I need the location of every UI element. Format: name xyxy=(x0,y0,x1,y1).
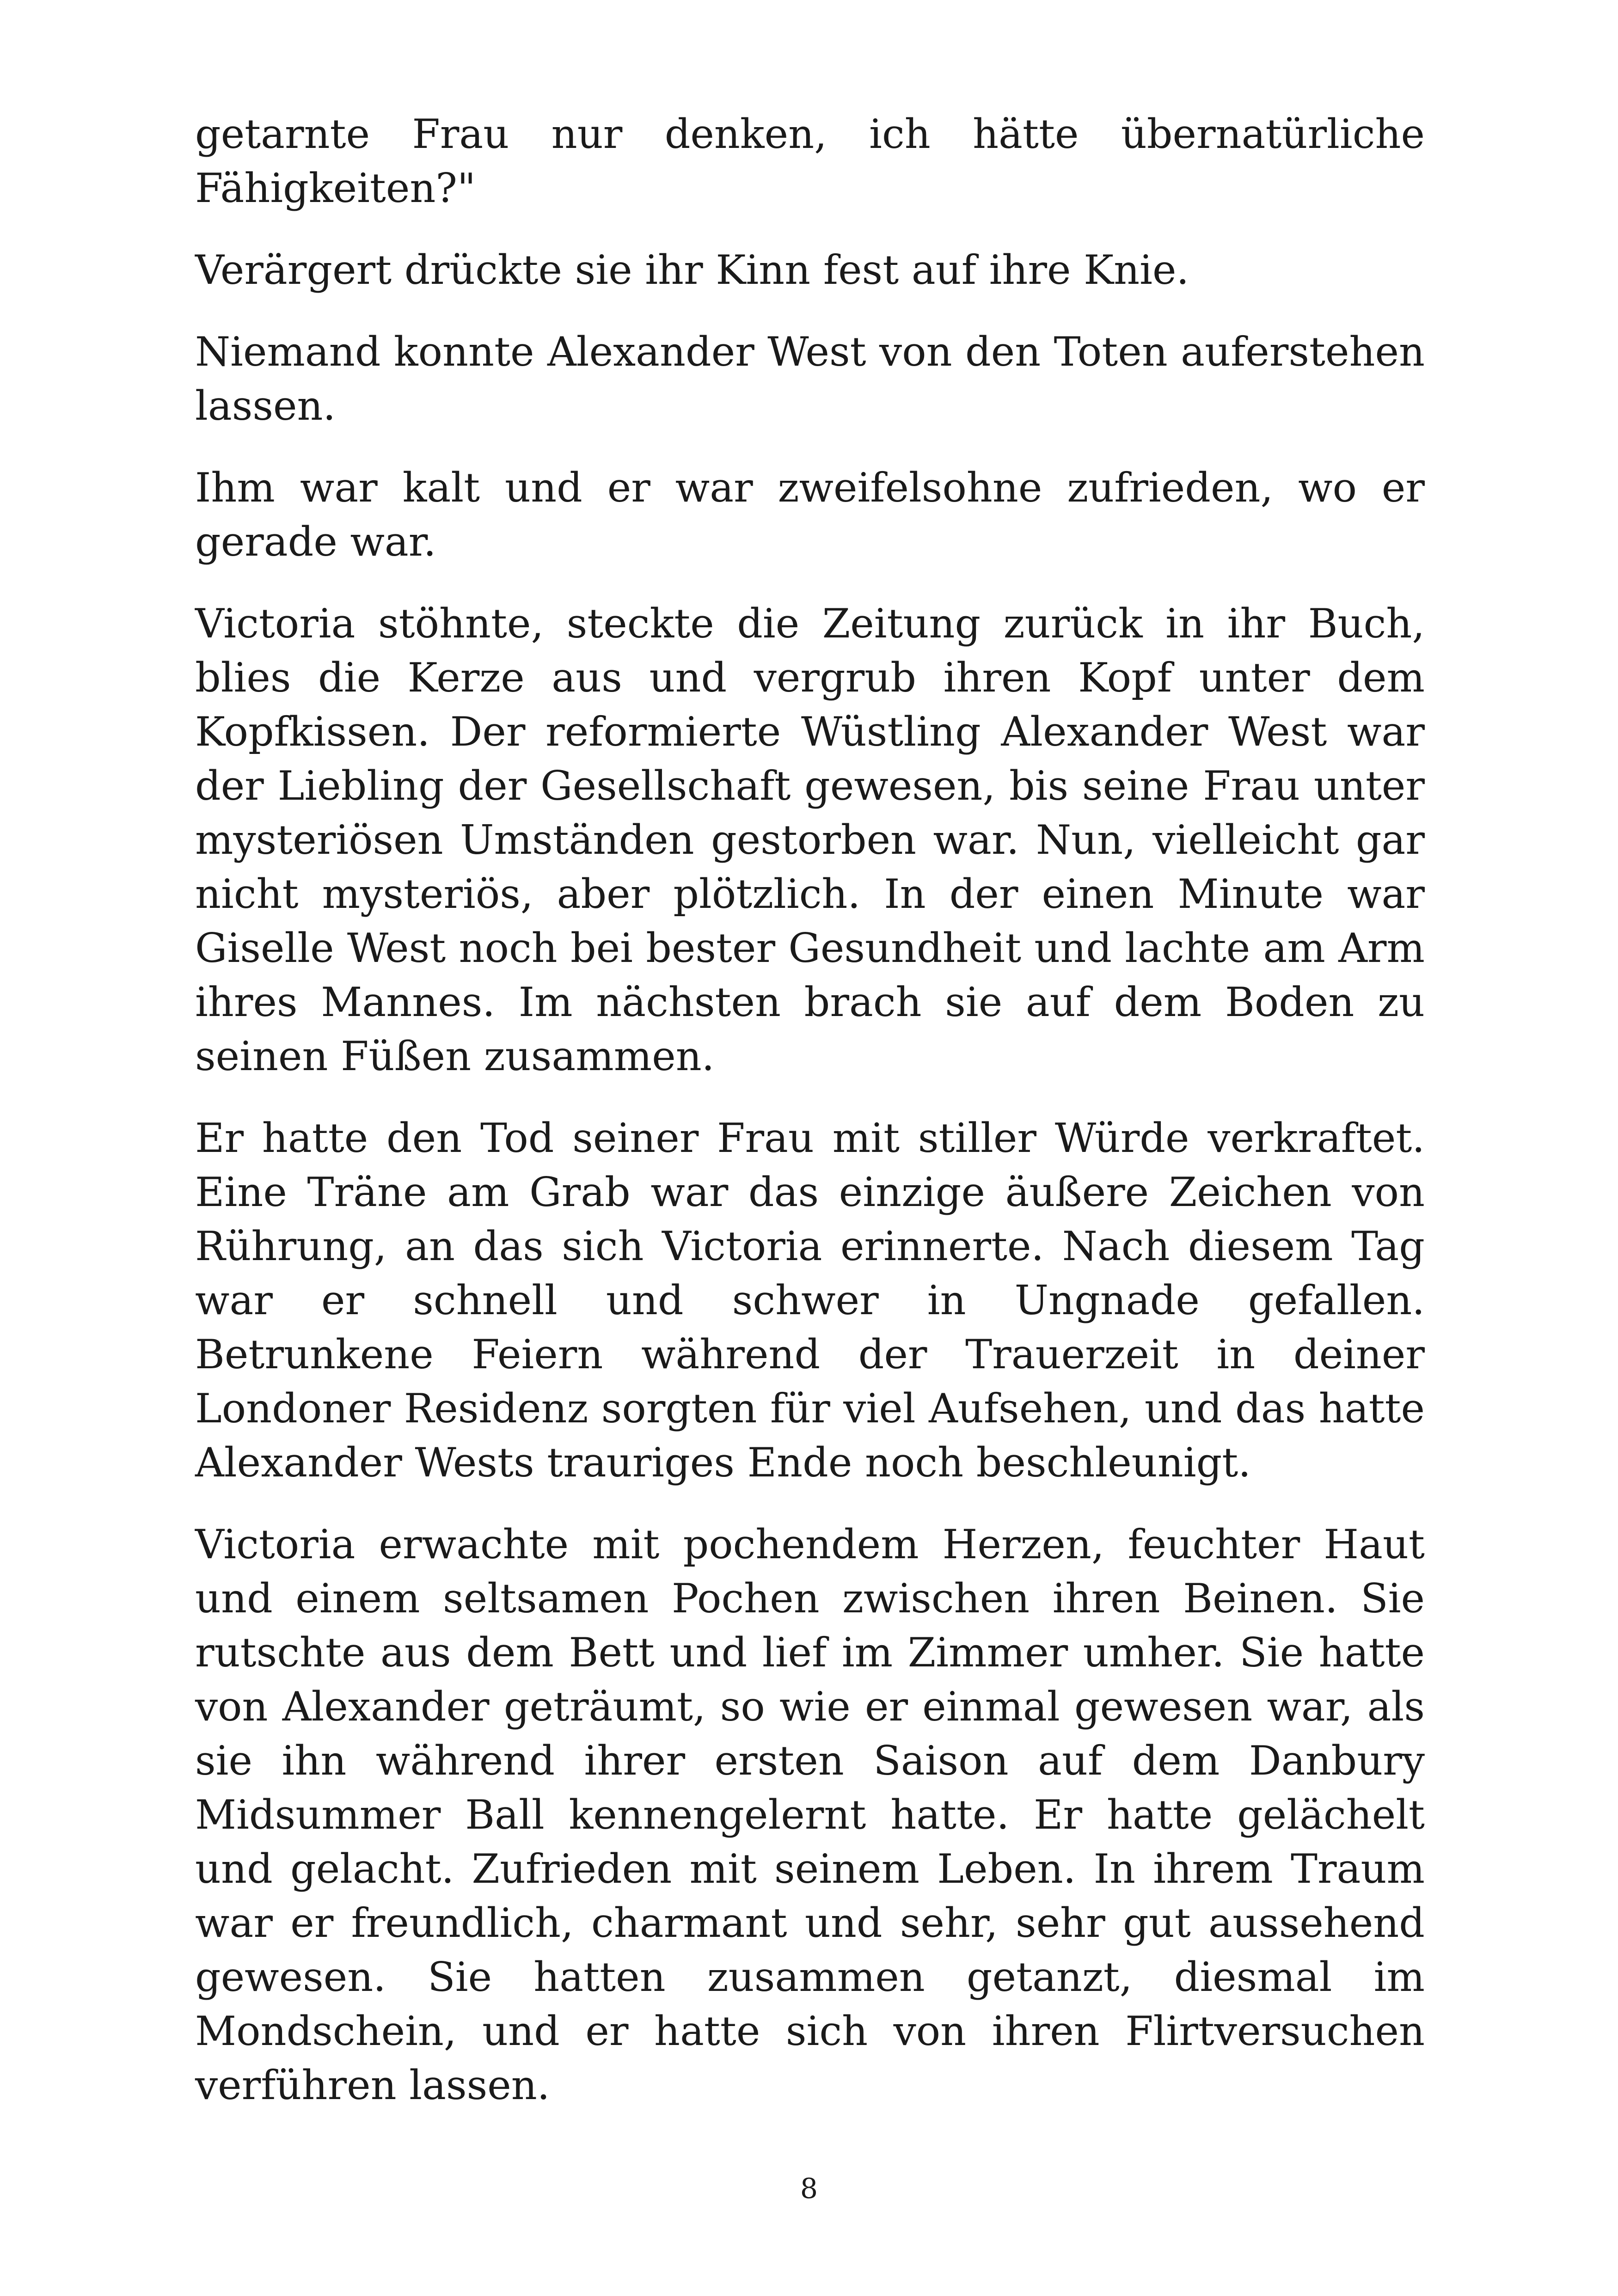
page-number: 8 xyxy=(800,2173,818,2205)
paragraph: Ihm war kalt und er war zweifelsohne zufrieden, wo er gerade war. xyxy=(195,464,1425,565)
paragraph: Niemand konnte Alexander West von den Toten auferstehen lassen. xyxy=(195,328,1425,429)
paragraph: getarnte Frau nur denken, ich hätte übernatürliche Fähigkeiten?" xyxy=(195,110,1425,212)
paragraph: Victoria erwachte mit pochendem Herzen, feuchter Haut und einem seltsamen Pochen zwischen ihren Beinen. Sie rutschte aus dem Bett und lief im Zimmer umher. Sie hatte von Alexander geträumt, so wie er einmal gewesen war, als sie ihn während ihrer ersten Saison auf dem Danbury Midsummer Ball kennengelernt hatte. Er hatte gelächelt und gelacht. Zufrieden mit seinem Leben. In ihrem Traum war er freundlich, charmant und sehr, sehr gut aussehend gewesen. Sie hatten zusammen getanzt, diesmal im Mondschein, und er hatte sich von ihren Flirtversuchen verführen lassen. xyxy=(195,1521,1425,2109)
body-text xyxy=(195,107,1425,2140)
paragraph: Victoria stöhnte, steckte die Zeitung zurück in ihr Buch, blies die Kerze aus und vergrub ihren Kopf unter dem Kopfkissen. Der reformierte Wüstling Alexander West war der Liebling der Gesellschaft gewesen, bis seine Frau unter mysteriösen Umständen gestorben war. Nun, vielleicht gar nicht mysteriös, aber plötzlich. In der einen Minute war Giselle West noch bei bester Gesundheit und lachte am Arm ihres Mannes. Im nächsten brach sie auf dem Boden zu seinen Füßen zusammen. xyxy=(195,600,1425,1080)
paragraph: Er hatte den Tod seiner Frau mit stiller Würde verkraftet. Eine Träne am Grab war das einzige äußere Zeichen von Rührung, an das sich Victoria erinnerte. Nach diesem Tag war er schnell und schwer in Ungnade gefallen. Betrunkene Feiern während der Trauerzeit in deiner Londoner Residenz sorgten für viel Aufsehen, und das hatte Alexander Wests trauriges Ende noch beschleunigt. xyxy=(195,1114,1425,1486)
paragraph: Verärgert drückte sie ihr Kinn fest auf ihre Knie. xyxy=(195,246,1189,294)
